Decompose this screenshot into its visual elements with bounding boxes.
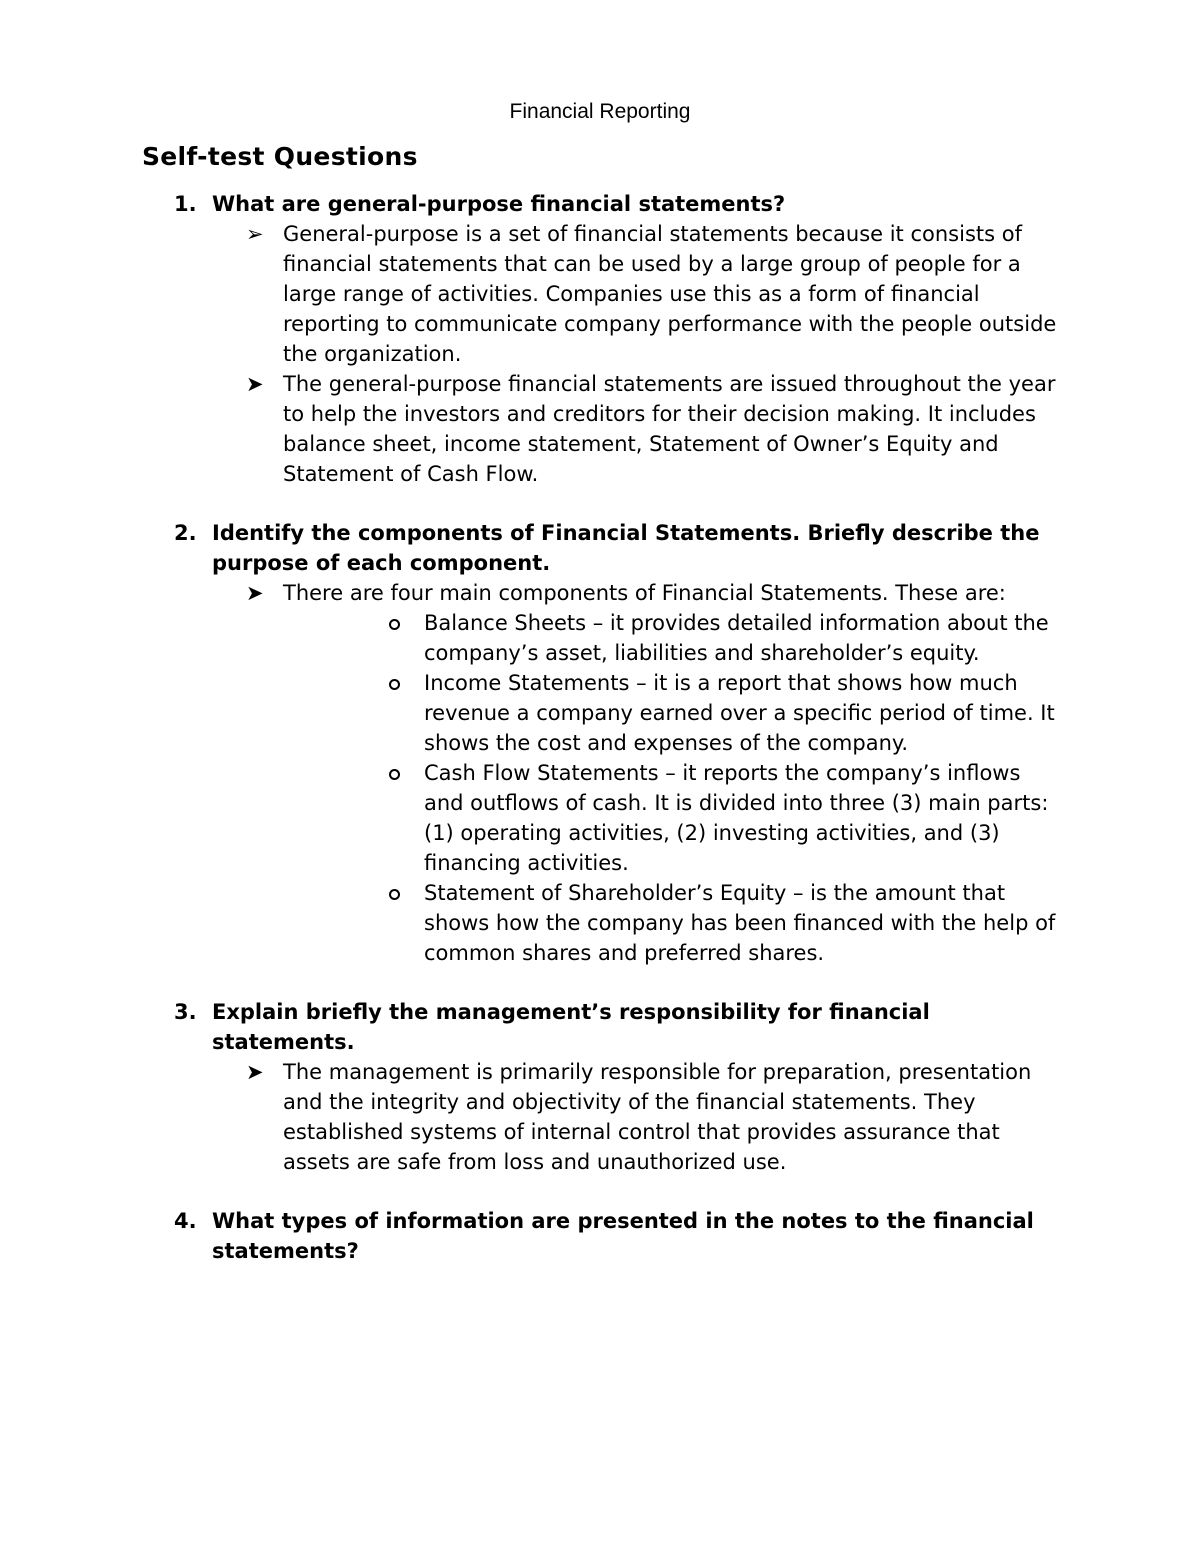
answer-text: The management is primarily responsible for preparation, presentation and the integrity and objectivity of the financial statements. They established systems of internal control that provides assurance that assets are safe from loss and unauthorized use. bbox=[283, 1060, 1032, 1174]
question-text: What types of information are presented in the notes to the financial statements? bbox=[212, 1209, 1034, 1263]
circle-bullet-icon bbox=[389, 889, 400, 900]
question-number: 2. bbox=[174, 521, 197, 545]
question-number: 4. bbox=[174, 1209, 197, 1233]
question-text: Explain briefly the management’s responsibility for financial statements. bbox=[212, 1000, 930, 1054]
sub-item-text: Income Statements – it is a report that shows how much revenue a company earned over a specific period of time. It shows the cost and expenses of the company. bbox=[424, 671, 1055, 755]
circle-bullet-icon bbox=[389, 679, 400, 690]
question-number: 1. bbox=[174, 192, 197, 216]
answer-text: There are four main components of Financial Statements. These are: bbox=[283, 581, 1006, 605]
answer-item bbox=[246, 219, 1063, 369]
spacer bbox=[0, 489, 1200, 518]
question-number: 3. bbox=[174, 1000, 197, 1024]
question-1 bbox=[174, 189, 1052, 219]
circle-bullet-icon bbox=[389, 769, 400, 780]
question-4 bbox=[174, 1206, 1052, 1266]
spacer bbox=[0, 968, 1200, 997]
question-text: Identify the components of Financial Statements. Briefly describe the purpose of each component. bbox=[212, 521, 1040, 575]
answer-item bbox=[246, 1057, 1063, 1177]
question-3 bbox=[174, 997, 1052, 1057]
question-list bbox=[0, 189, 1200, 1266]
page-title: Self-test Questions bbox=[142, 142, 418, 171]
arrow-bullet-icon: ➤ bbox=[246, 372, 264, 396]
arrow-bullet-icon: ➤ bbox=[246, 1060, 264, 1084]
sub-item bbox=[424, 758, 1064, 878]
answer-item bbox=[246, 369, 1063, 489]
question-text: What are general-purpose financial statements? bbox=[212, 192, 786, 216]
sub-item-text: Statement of Shareholder’s Equity – is the amount that shows how the company has been financed with the help of common shares and preferred shares. bbox=[424, 881, 1056, 965]
page-header: Financial Reporting bbox=[509, 100, 691, 123]
spacer bbox=[0, 1177, 1200, 1206]
question-2 bbox=[174, 518, 1052, 578]
arrow-bullet-icon: ➤ bbox=[246, 581, 264, 605]
answer-text: The general-purpose financial statements are issued throughout the year to help the investors and creditors for their decision making. It includes balance sheet, income statement, Statement of Owner’s Equity and Statement of Cash Flow. bbox=[283, 372, 1056, 486]
sub-item-text: Cash Flow Statements – it reports the company’s inflows and outflows of cash. It is divided into three (3) main parts: (1) operating activities, (2) investing activities, and (3) financing activities. bbox=[424, 761, 1049, 875]
arrow-bullet-icon: ➢ bbox=[246, 222, 264, 246]
sub-item bbox=[424, 608, 1064, 668]
answer-text: General-purpose is a set of financial statements because it consists of financial statements that can be used by a large group of people for a large range of activities. Companies use this as a form of financial reporting to communicate company performance with the people outside the organization. bbox=[283, 222, 1057, 366]
circle-bullet-icon bbox=[389, 619, 400, 630]
sub-item bbox=[424, 668, 1064, 758]
sub-item-text: Balance Sheets – it provides detailed information about the company’s asset, liabilities and shareholder’s equity. bbox=[424, 611, 1049, 665]
sub-item bbox=[424, 878, 1064, 968]
answer-item bbox=[246, 578, 1063, 608]
